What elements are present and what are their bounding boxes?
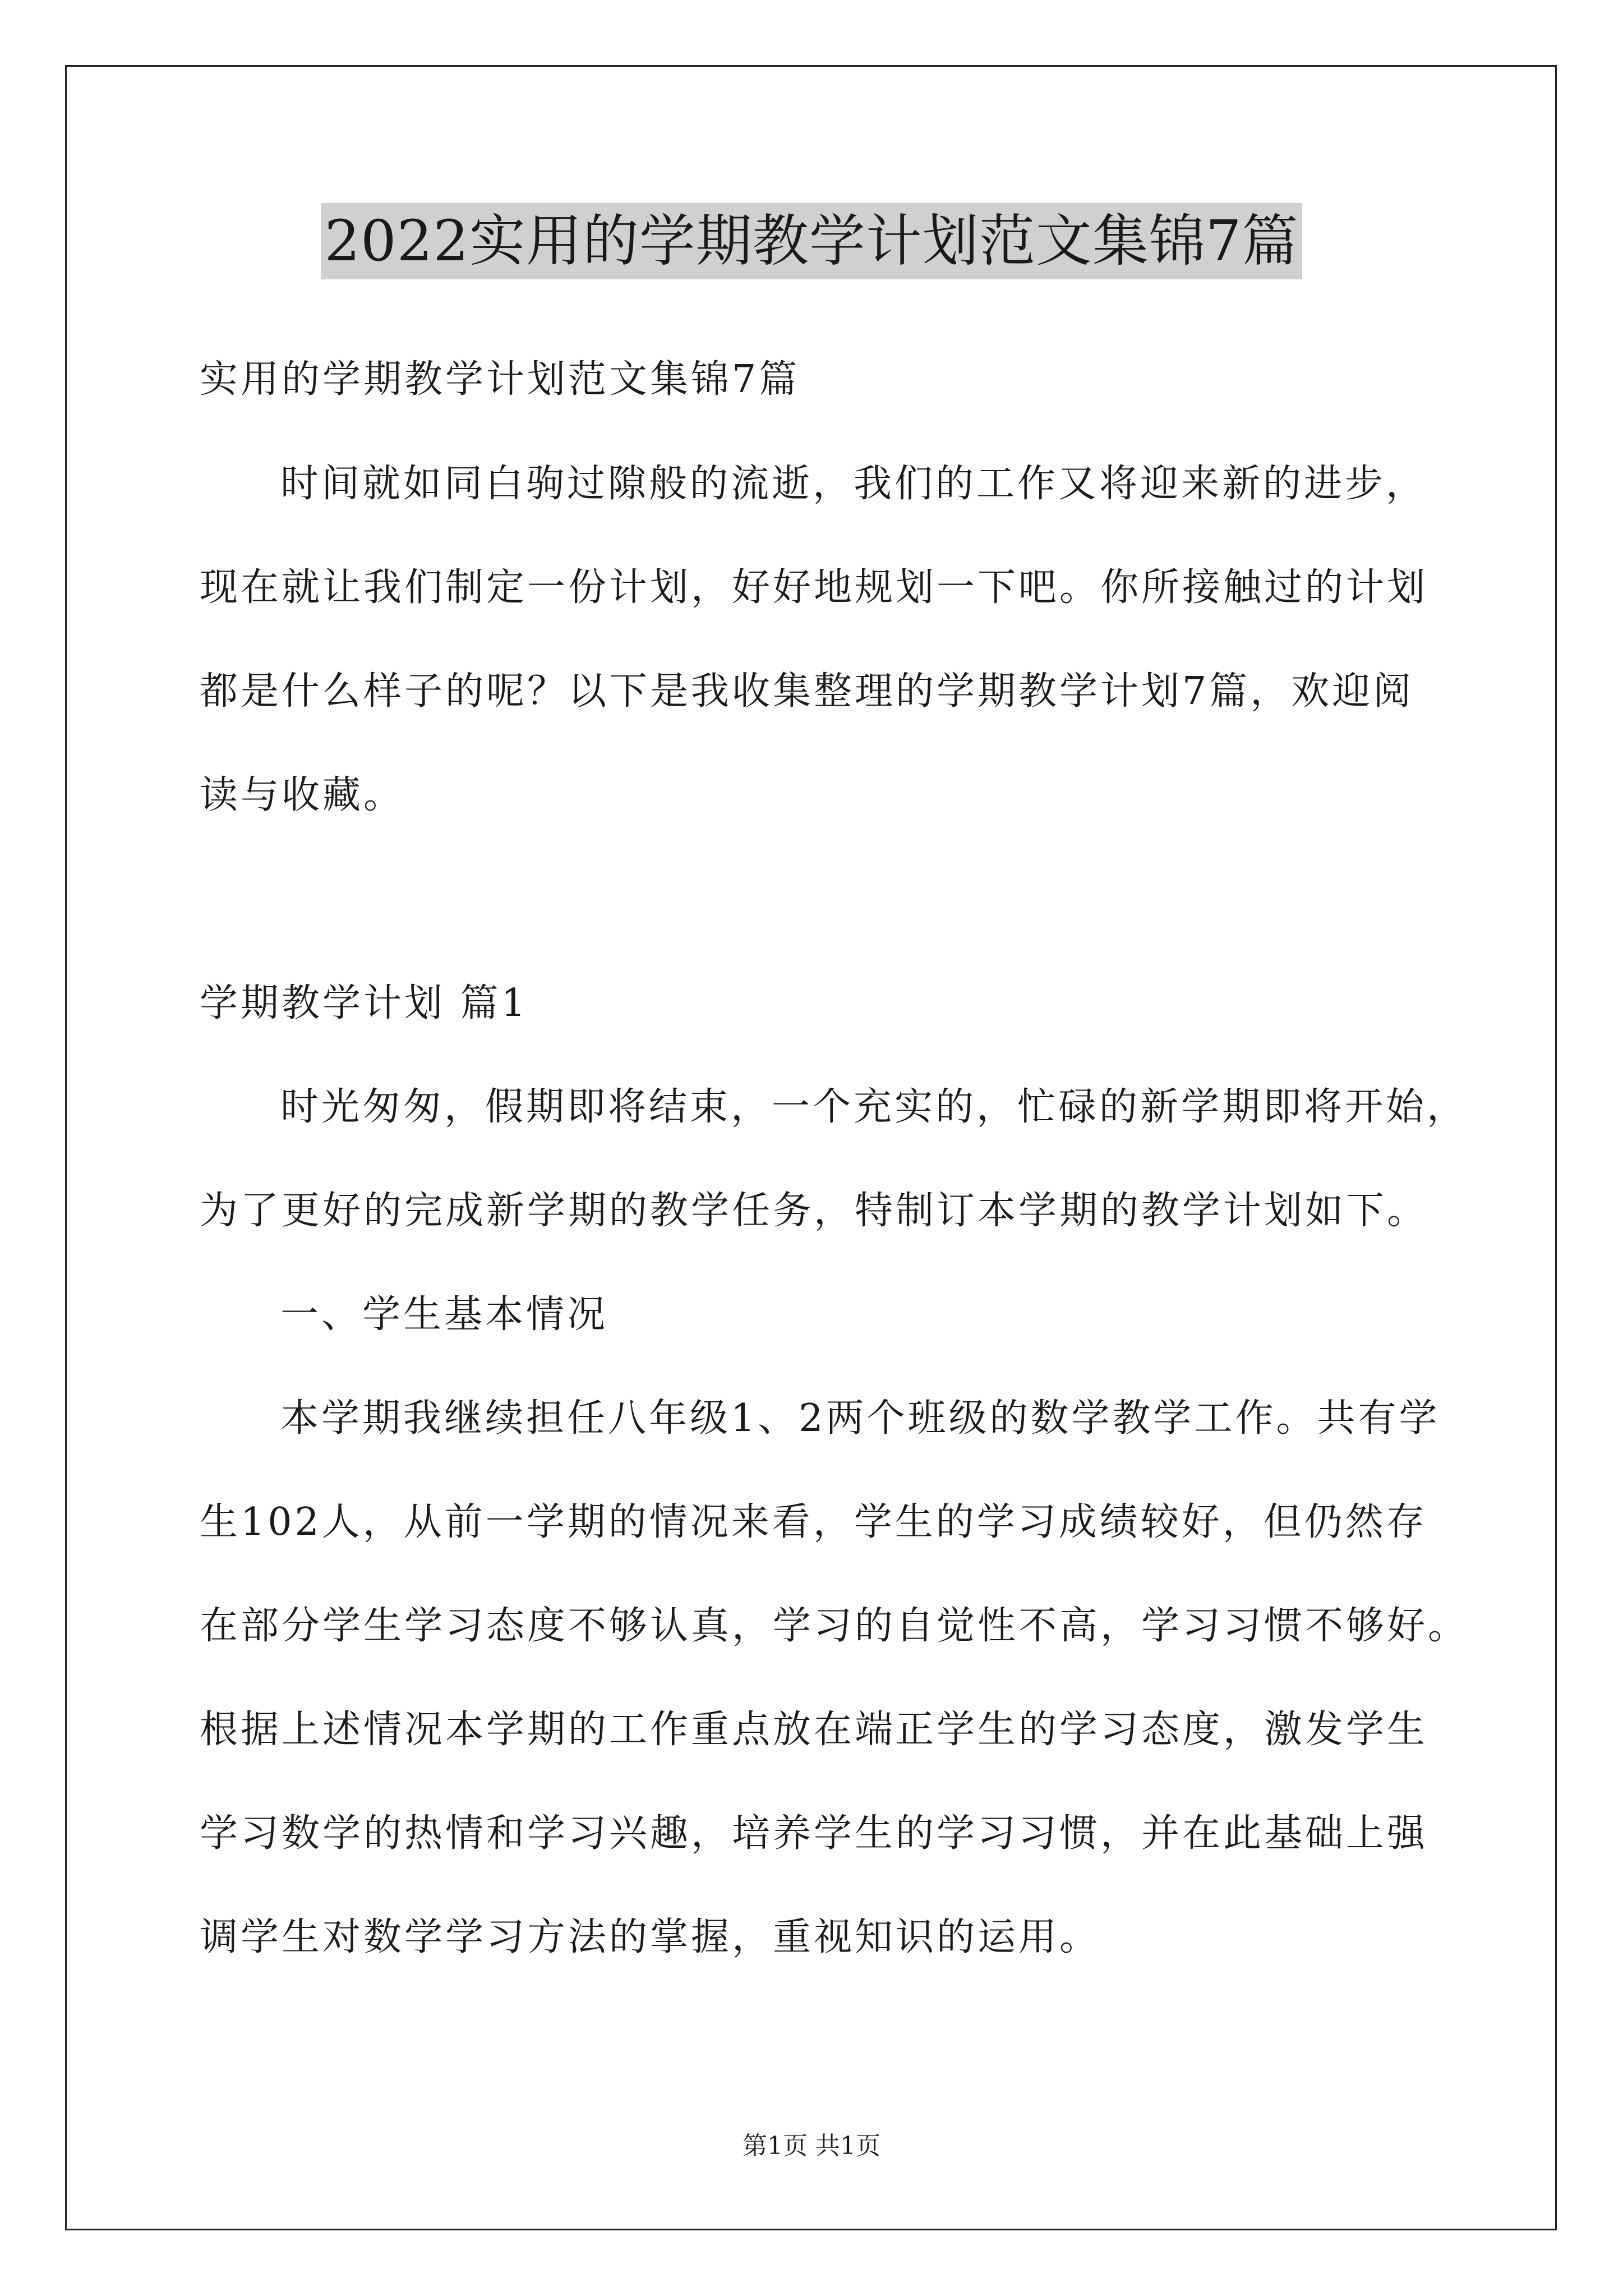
intro-line-1: 时间就如同白驹过隙般的流逝，我们的工作又将迎来新的进步， — [280, 462, 1427, 506]
body-line-6: 调学生对数学学习方法的掌握，重视知识的运用。 — [200, 1915, 1101, 1959]
body-line-4: 根据上述情况本学期的工作重点放在端正学生的学习态度，激发学生 — [200, 1708, 1428, 1752]
subheading-student-situation: 一、学生基本情况 — [280, 1292, 608, 1337]
body-line-1: 本学期我继续担任八年级1、2两个班级的数学教学工作。共有学 — [280, 1396, 1440, 1441]
section-line-2: 为了更好的完成新学期的教学任务，特制订本学期的教学计划如下。 — [200, 1189, 1428, 1233]
document-title: 2022实用的学期教学计划范文集锦7篇 — [321, 203, 1302, 279]
intro-line-3: 都是什么样子的呢？以下是我收集整理的学期教学计划7篇，欢迎阅 — [200, 669, 1414, 714]
document-subtitle: 实用的学期教学计划范文集锦7篇 — [200, 357, 800, 402]
section-heading: 学期教学计划 篇1 — [200, 981, 528, 1025]
intro-line-2: 现在就让我们制定一份计划，好好地规划一下吧。你所接触过的计划 — [200, 565, 1428, 610]
body-line-5: 学习数学的热情和学习兴趣，培养学生的学习习惯，并在此基础上强 — [200, 1811, 1428, 1856]
section-line-1: 时光匆匆，假期即将结束，一个充实的，忙碌的新学期即将开始， — [280, 1085, 1468, 1129]
body-line-2: 生102人，从前一学期的情况来看，学生的学习成绩较好，但仍然存 — [200, 1500, 1427, 1544]
page-footer: 第1页 共1页 — [743, 2132, 880, 2160]
intro-line-4: 读与收藏。 — [200, 773, 405, 817]
body-line-3: 在部分学生学习态度不够认真，学习的自觉性不高，学习习惯不够好。 — [200, 1604, 1469, 1648]
title-container — [0, 203, 1623, 279]
